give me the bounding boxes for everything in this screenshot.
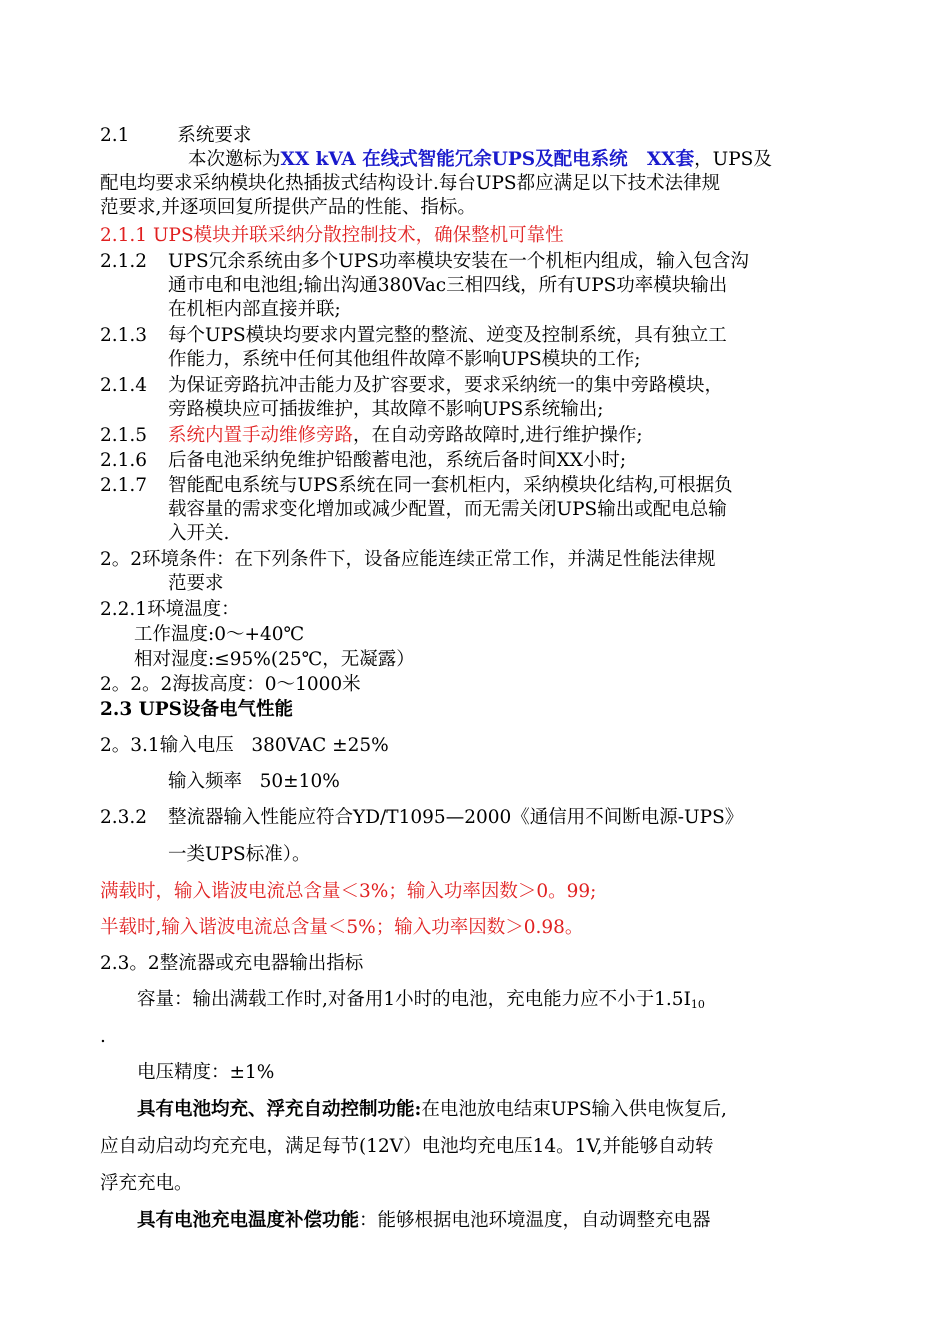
item-2-1-4-line-2: 旁路模块应可插拔维护，其故障不影响UPS系统输出; (168, 399, 604, 420)
item-2-1-3-line-2: 作能力，系统中任何其他组件故障不影响UPS模块的工作; (168, 349, 641, 370)
item-2-1-3-num: 2.1.3 (100, 325, 148, 346)
half-load-spec: 半载时,输入谐波电流总含量＜5%；输入功率因数＞0.98。 (100, 917, 584, 938)
heading-2-2-line-2: 范要求 (168, 573, 224, 594)
item-2-1-2-line-1: UPS冗余系统由多个UPS功率模块安装在一个机柜内组成，输入包含沟 (168, 251, 749, 272)
capacity-subscript: 10 (690, 998, 705, 1011)
temp-compensation-title: 具有电池充电温度补偿功能 (137, 1210, 360, 1231)
item-2-1-7-line-3: 入开关. (168, 523, 230, 544)
item-2-1-6-line: 后备电池采纳免维护铅酸蓄电池，系统后备时间XX小时; (168, 450, 627, 471)
item-2-3-2-line-2: 一类UPS标准）。 (168, 844, 311, 865)
heading-2-2-2: 2。2。2海拔高度：0～1000米 (100, 674, 361, 695)
item-2-1-5-line: 系统内置手动维修旁路，在自动旁路故障时,进行维护操作; (168, 425, 643, 446)
intro-line-2: 配电均要求采纳模块化热插拔式结构设计.每台UPS都应满足以下技术法律规 (100, 173, 721, 194)
heading-2-2-1: 2.2.1环境温度： (100, 599, 240, 620)
full-load-spec: 满载时，输入谐波电流总含量＜3%；输入功率因数＞0。99; (100, 881, 597, 902)
input-voltage: 2。3.1输入电压 380VAC ±25% (100, 735, 389, 756)
charge-control-title: 具有电池均充、浮充自动控制功能: (137, 1099, 422, 1120)
section-title: 系统要求 (177, 125, 252, 146)
charge-control-line-2: 应自动启动均充充电，满足每节(12V）电池均充电压14。1V,并能够自动转 (100, 1136, 714, 1157)
item-2-1-5-highlight: 系统内置手动维修旁路 (168, 425, 354, 446)
intro-highlight: XX kVA 在线式智能冗余UPS及配电系统 XX套 (280, 149, 695, 170)
item-2-1-2-line-2: 通市电和电池组;输出沟通380Vac三相四线，所有UPS功率模块输出 (168, 275, 728, 296)
heading-rectifier-output: 2.3。2整流器或充电器输出指标 (100, 953, 364, 974)
item-2-1-4-line-1: 为保证旁路抗冲击能力及扩容要求，要求采纳统一的集中旁路模块， (168, 375, 724, 396)
work-temperature: 工作温度:0～+40℃ (134, 624, 305, 645)
section-number: 2.1 (100, 125, 130, 146)
item-2-1-4-num: 2.1.4 (100, 375, 148, 396)
heading-2-3: 2.3 UPS设备电气性能 (100, 699, 294, 720)
item-2-1-2-num: 2.1.2 (100, 251, 148, 272)
input-frequency: 输入频率 50±10% (168, 771, 340, 792)
temp-compensation-line: 具有电池充电温度补偿功能：能够根据电池环境温度，自动调整充电器 (137, 1210, 711, 1231)
item-2-1-7-line-2: 载容量的需求变化增加或减少配置，而无需关闭UPS输出或配电总输 (168, 499, 727, 520)
item-2-3-2-num: 2.3.2 (100, 807, 148, 828)
item-2-1-6-num: 2.1.6 (100, 450, 148, 471)
intro-line-1: 本次邀标为XX kVA 在线式智能冗余UPS及配电系统 XX套，UPS及 (188, 149, 772, 170)
charge-control-line-3: 浮充充电。 (100, 1173, 193, 1194)
item-2-1-2-line-3: 在机柜内部直接并联; (168, 299, 341, 320)
item-2-1-7-line-1: 智能配电系统与UPS系统在同一套机柜内，采纳模块化结构,可根据负 (168, 475, 733, 496)
intro-line-3: 范要求,并逐项回复所提供产品的性能、指标。 (100, 197, 476, 218)
heading-2-1 (100, 124, 852, 148)
capacity-dot: . (100, 1026, 106, 1047)
item-2-1-3-line-1: 每个UPS模块均要求内置完整的整流、逆变及控制系统，具有独立工 (168, 325, 727, 346)
item-2-3-2-line-1: 整流器输入性能应符合YD/T1095—2000《通信用不间断电源-UPS》 (168, 807, 744, 828)
charge-control-line-1: 具有电池均充、浮充自动控制功能:在电池放电结束UPS输入供电恢复后, (137, 1099, 727, 1120)
item-2-1-7-num: 2.1.7 (100, 475, 148, 496)
voltage-precision: 电压精度：±1% (137, 1062, 275, 1083)
item-2-1-1: 2.1.1 UPS模块并联采纳分散控制技术，确保整机可靠性 (100, 225, 564, 246)
heading-2-2-line-1: 2。2环境条件：在下列条件下，设备应能连续正常工作，并满足性能法律规 (100, 549, 716, 570)
relative-humidity: 相对湿度:≤95%(25℃，无凝露） (134, 649, 415, 670)
capacity-spec: 容量：输出满载工作时,对备用1小时的电池，充电能力应不小于$1.5I_{10}$ (137, 989, 705, 1011)
item-2-1-5-num: 2.1.5 (100, 425, 148, 446)
